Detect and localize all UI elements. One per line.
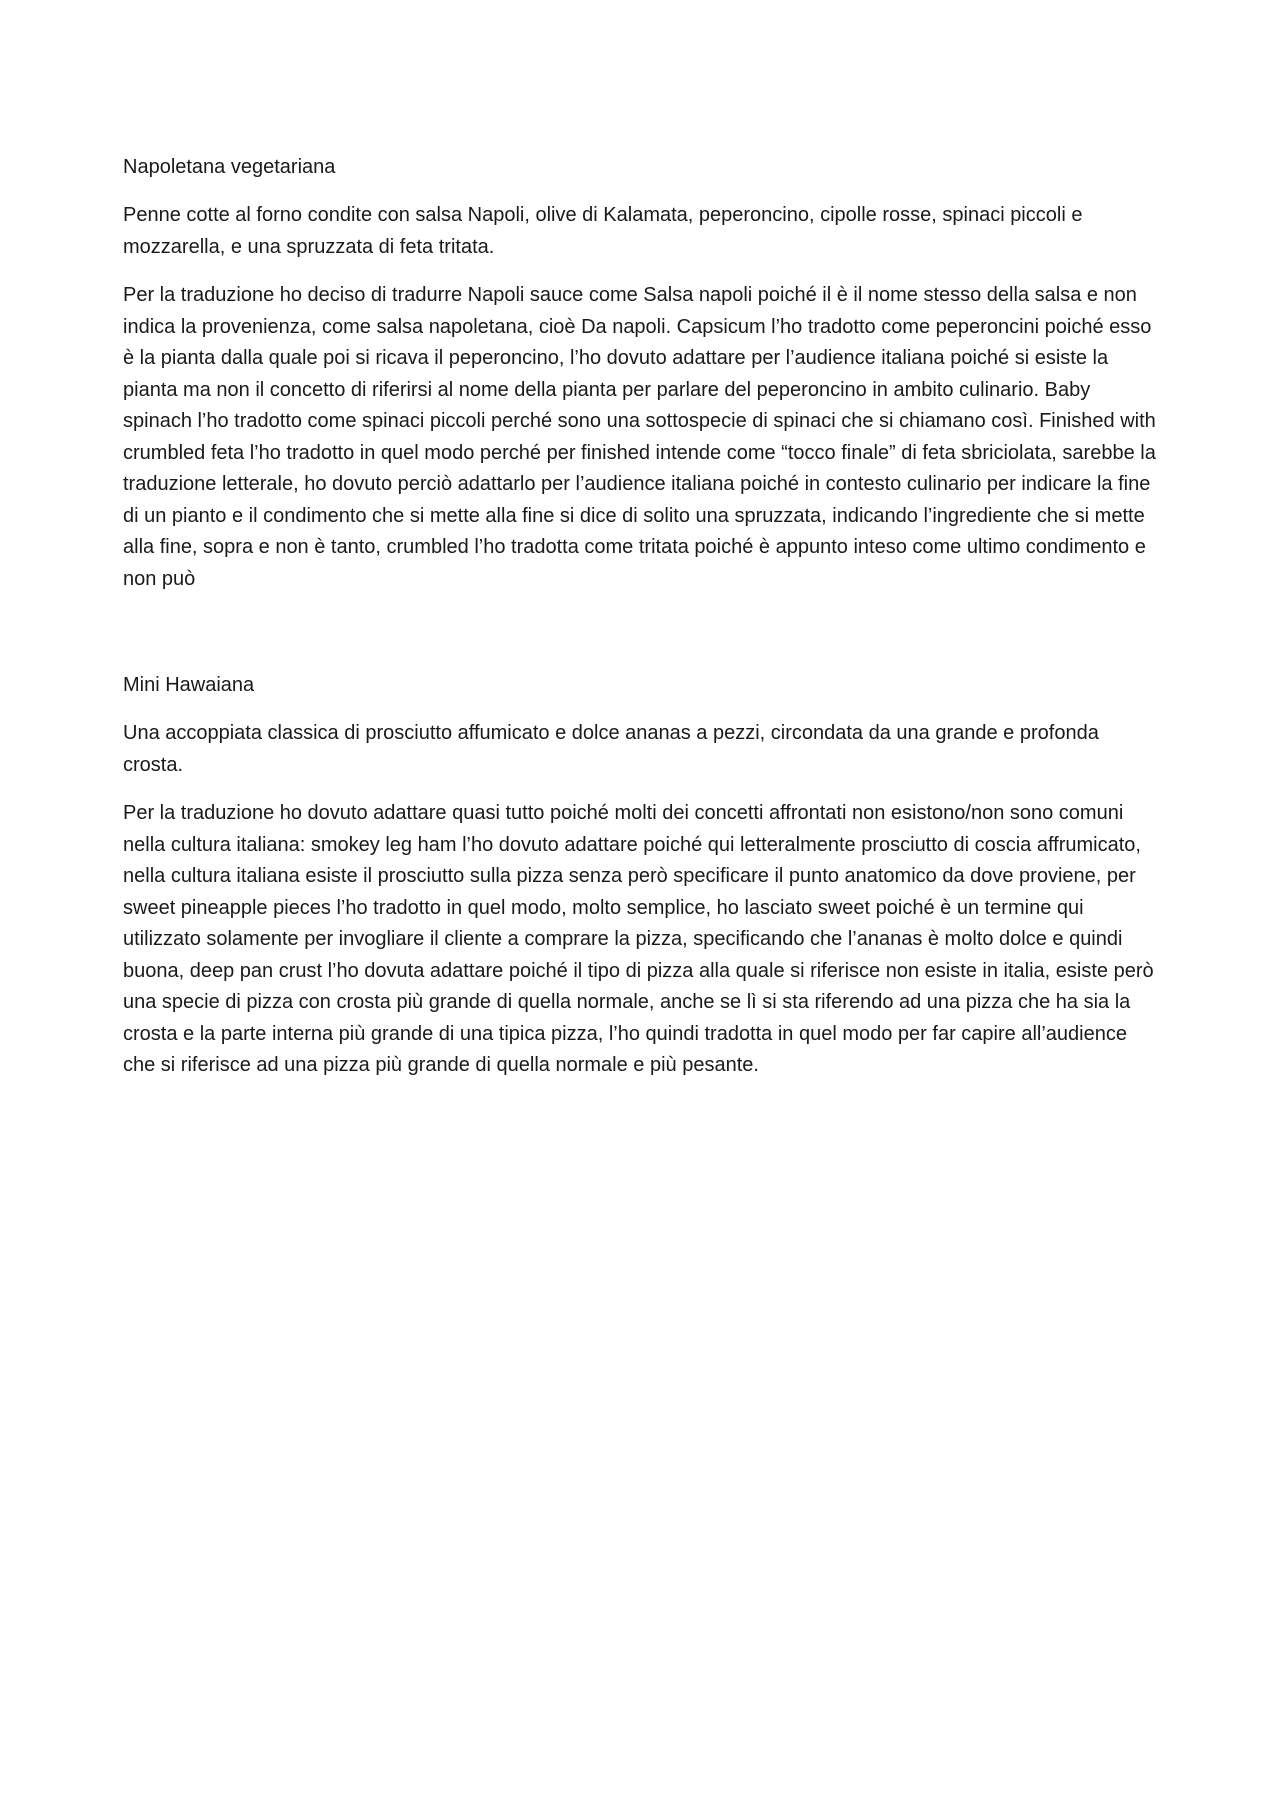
section-title: Mini Hawaiana xyxy=(123,674,255,696)
menu-description: Penne cotte al forno condite con salsa Napoli, olive di Kalamata, peperoncino, cipolle rosse, spinaci piccoli e mozzarella, e una spruzzata di feta tritata. xyxy=(123,204,1083,258)
section-mini-hawaiana xyxy=(123,670,1163,1082)
section-napoletana-vegetariana xyxy=(123,152,1163,595)
section-spacer xyxy=(123,612,1163,670)
translation-commentary: Per la traduzione ho dovuto adattare quasi tutto poiché molti dei concetti affrontati non esistono/non sono comuni nella cultura italiana: smokey leg ham l’ho dovuto adattare poiché qui letteralmente prosciutto di coscia affrumicato, nella cultura italiana esiste il prosciutto sulla pizza senza però specificare il punto anatomico da dove proviene, per sweet pineapple pieces l’ho tradotto in quel modo, molto semplice, ho lasciato sweet poiché è un termine qui utilizzato solamente per invogliare il cliente a comprare la pizza, specificando che l’ananas è molto dolce e quindi buona, deep pan crust l’ho dovuta adattare poiché il tipo di pizza alla quale si riferisce non esiste in italia, esiste però una specie di pizza con crosta più grande di quella normale, anche se lì si sta riferendo ad una pizza che ha sia la crosta e la parte interna più grande di una tipica pizza, l’ho quindi tradotta in quel modo per far capire all’audience che si riferisce ad una pizza più grande di quella normale e più pesante. xyxy=(123,802,1154,1076)
menu-description: Una accoppiata classica di prosciutto affumicato e dolce ananas a pezzi, circondata da una grande e profonda crosta. xyxy=(123,722,1099,776)
section-title: Napoletana vegetariana xyxy=(123,156,336,178)
translation-commentary: Per la traduzione ho deciso di tradurre Napoli sauce come Salsa napoli poiché il è il nome stesso della salsa e non indica la provenienza, come salsa napoletana, cioè Da napoli. Capsicum l’ho tradotto come peperoncini poiché esso è la pianta dalla quale poi si ricava il peperoncino, l’ho dovuto adattare per l’audience italiana poiché si esiste la pianta ma non il concetto di riferirsi al nome della pianta per parlare del peperoncino in ambito culinario. Baby spinach l’ho tradotto come spinaci piccoli perché sono una sottospecie di spinaci che si chiamano così. Finished with crumbled feta l’ho tradotto in quel modo perché per finished intende come “tocco finale” di feta sbriciolata, sarebbe la traduzione letterale, ho dovuto perciò adattarlo per l’audience italiana poiché in contesto culinario per indicare la fine di un pianto e il condimento che si mette alla fine si dice di solito una spruzzata, indicando l’ingrediente che si mette alla fine, sopra e non è tanto, crumbled l’ho tradotta come tritata poiché è appunto inteso come ultimo condimento e non può xyxy=(123,284,1156,590)
document-body xyxy=(123,152,1163,1099)
